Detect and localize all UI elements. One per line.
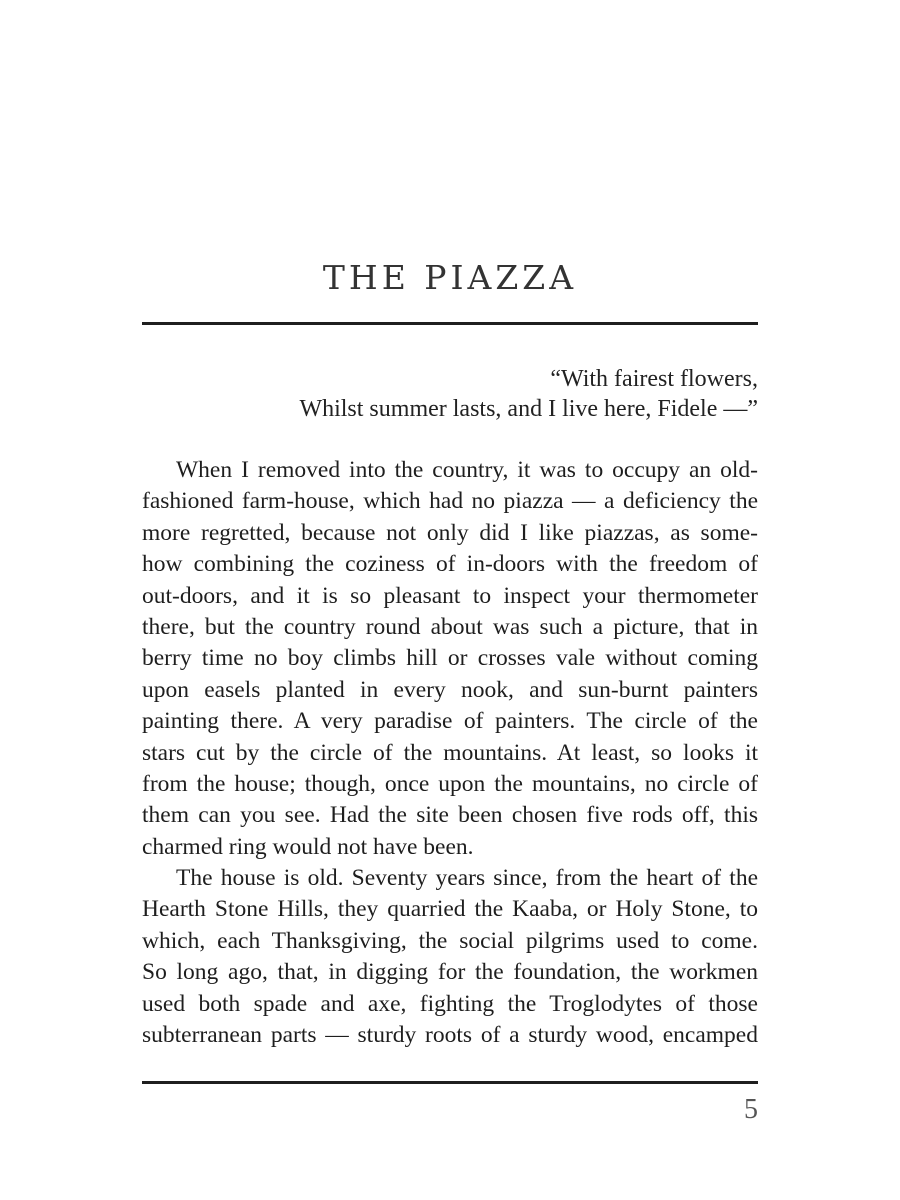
text-line: stars cut by the circle of the mountains. At least, so looks it [142, 739, 758, 766]
page-number: 5 [744, 1094, 758, 1125]
epigraph-line: “With fairest flowers, [550, 366, 758, 392]
epigraph-line: Whilst summer lasts, and I live here, Fidele —” [299, 396, 758, 422]
body-text [142, 455, 758, 1051]
paragraph [142, 863, 758, 1051]
paragraph [142, 455, 758, 863]
text-line: out-doors, and it is so pleasant to inspect your thermometer [142, 582, 758, 609]
text-line: When I removed into the country, it was to occupy an old- [176, 457, 758, 483]
text-line: which, each Thanksgiving, the social pilgrims used to come. [142, 927, 758, 954]
text-line: more regretted, because not only did I like piazzas, as some- [142, 519, 758, 546]
text-line: painting there. A very paradise of painters. The circle of the [142, 708, 758, 735]
text-line: So long ago, that, in digging for the foundation, the workmen [142, 959, 758, 986]
text-line: The house is old. Seventy years since, from the heart of the [176, 865, 758, 892]
text-line: charmed ring would not have been. [142, 833, 474, 860]
text-line: upon easels planted in every nook, and sun-burnt painters [142, 676, 758, 703]
epigraph [299, 364, 758, 424]
text-line: subterranean parts — sturdy roots of a sturdy wood, encamped [142, 1022, 758, 1049]
footer-rule [142, 1081, 758, 1084]
text-line: how combining the coziness of in-doors with the freedom of [142, 551, 758, 578]
text-line: Hearth Stone Hills, they quarried the Kaaba, or Holy Stone, to [142, 896, 758, 923]
text-line: them can you see. Had the site been chosen five rods off, this [142, 802, 758, 829]
text-line: there, but the country round about was such a picture, that in [142, 613, 758, 640]
chapter-title: THE PIAZZA [322, 258, 578, 297]
text-line: from the house; though, once upon the mountains, no circle of [142, 770, 758, 797]
text-line: fashioned farm-house, which had no piazza — a deficiency the [142, 488, 758, 515]
text-line: berry time no boy climbs hill or crosses vale without coming [142, 645, 758, 672]
title-rule [142, 322, 758, 325]
text-line: used both spade and axe, fighting the Troglodytes of those [142, 990, 758, 1017]
